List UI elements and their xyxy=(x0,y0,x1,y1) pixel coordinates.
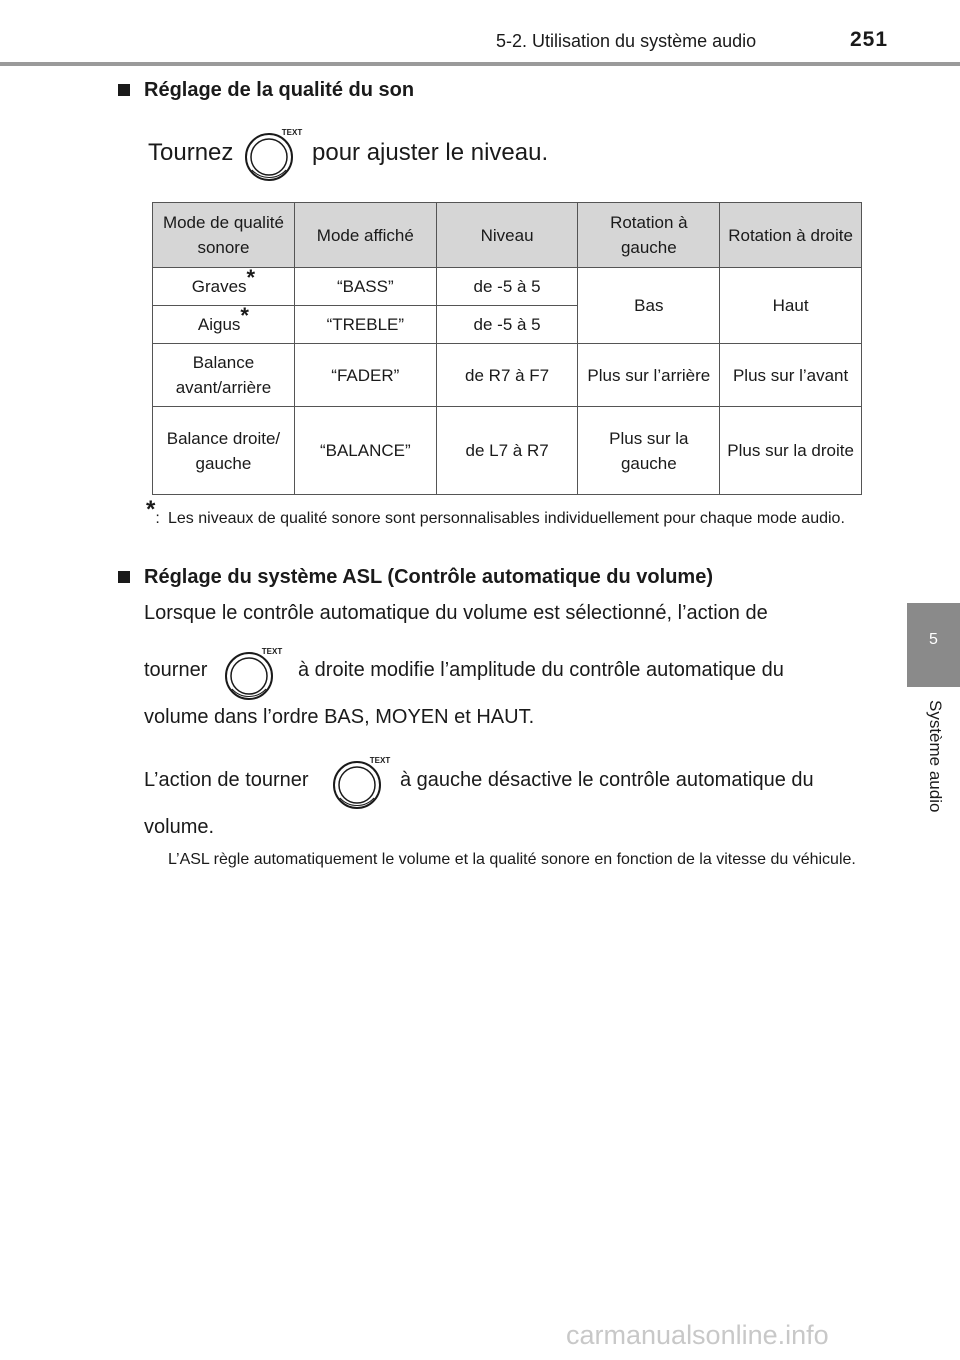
cell-left: Plus sur la gauche xyxy=(578,407,720,495)
footnote-text: Les niveaux de qualité sonore sont personnalisables individuellement pour chaque mode audio. xyxy=(168,510,845,527)
table-row xyxy=(153,407,862,495)
tune-knob-icon xyxy=(330,752,392,814)
cell-level: de L7 à R7 xyxy=(436,407,578,495)
watermark: carmanualsonline.info xyxy=(566,1320,829,1350)
cell-right: Plus sur la droite xyxy=(720,407,862,495)
line4-before: L’action de tourner xyxy=(144,769,309,791)
cell-mode xyxy=(153,265,295,306)
knob-label: TEXT xyxy=(261,647,283,656)
paragraph-line-3: volume dans l’ordre BAS, MOYEN et HAUT. xyxy=(144,706,535,728)
table-row xyxy=(153,268,862,306)
paragraph-line-1 xyxy=(144,600,856,627)
section-heading-asl: Réglage du système ASL (Contrôle automatique du volume) xyxy=(144,566,713,588)
mode-label: Aigus xyxy=(197,315,241,334)
line2-after: à droite modifie l’amplitude du contrôle automatique du xyxy=(298,659,784,681)
line4-after: à gauche désactive le contrôle automatique du xyxy=(400,769,814,791)
header-cell: Rotation à gauche xyxy=(578,203,720,268)
cell-display: “BALANCE” xyxy=(294,407,436,495)
chapter-tab xyxy=(907,603,960,687)
line2-before: tourner xyxy=(144,659,208,681)
cell-mode: Balance avant/arrière xyxy=(153,344,295,407)
cell-display: “BASS” xyxy=(294,268,436,306)
bullet-square xyxy=(118,571,130,583)
cell-level: de -5 à 5 xyxy=(436,268,578,306)
chapter-tab-number: 5 xyxy=(929,631,938,648)
sound-settings-table xyxy=(152,202,862,495)
asterisk-mark: * xyxy=(240,303,249,328)
table-row xyxy=(153,344,862,407)
header-rule xyxy=(0,62,960,66)
mode-label: Graves xyxy=(191,277,247,296)
cell-display: “TREBLE” xyxy=(294,306,436,344)
asterisk-mark: * xyxy=(146,496,156,523)
footnote-marker xyxy=(146,496,160,531)
cell-left: Plus sur l’arrière xyxy=(578,344,720,407)
knob-label: TEXT xyxy=(369,756,391,765)
bullet-square xyxy=(118,84,130,96)
footnote xyxy=(146,496,856,531)
asl-note: L’ASL règle automatiquement le volume et la qualité sonore en fonction de la vitesse du véhicule. xyxy=(168,851,856,868)
tune-knob-icon xyxy=(242,124,304,186)
cell-level: de R7 à F7 xyxy=(436,344,578,407)
header-cell: Rotation à droite xyxy=(720,203,862,268)
instruction-after: pour ajuster le niveau. xyxy=(312,139,549,166)
table-header-row xyxy=(153,203,862,268)
cell-mode xyxy=(153,303,295,344)
section-heading-sound-quality: Réglage de la qualité du son xyxy=(144,79,415,101)
asterisk-mark: * xyxy=(246,265,256,290)
header-cell: Mode affiché xyxy=(294,203,436,268)
page-number: 251 xyxy=(850,28,889,51)
cell-right: Haut xyxy=(720,268,862,344)
instruction-before: Tournez xyxy=(148,139,234,166)
header-cell: Mode de qualité sonore xyxy=(153,203,295,268)
instruction-line xyxy=(148,139,549,167)
knob-label: TEXT xyxy=(281,128,303,137)
header-title: 5-2. Utilisation du système audio xyxy=(496,31,757,51)
tune-knob-icon xyxy=(222,643,284,705)
line1-text: Lorsque le contrôle automatique du volume est sélectionné, l’action de xyxy=(144,602,768,624)
paragraph-line-5: volume. xyxy=(144,816,215,838)
header-cell: Niveau xyxy=(436,203,578,268)
cell-left: Bas xyxy=(578,268,720,344)
paragraph-line-4 xyxy=(144,767,856,794)
cell-mode: Balance droite/ gauche xyxy=(153,407,295,495)
cell-right: Plus sur l’avant xyxy=(720,344,862,407)
footnote-separator: : xyxy=(155,510,160,527)
chapter-tab-label: Système audio xyxy=(926,700,945,813)
cell-display: “FADER” xyxy=(294,344,436,407)
cell-level: de -5 à 5 xyxy=(436,306,578,344)
